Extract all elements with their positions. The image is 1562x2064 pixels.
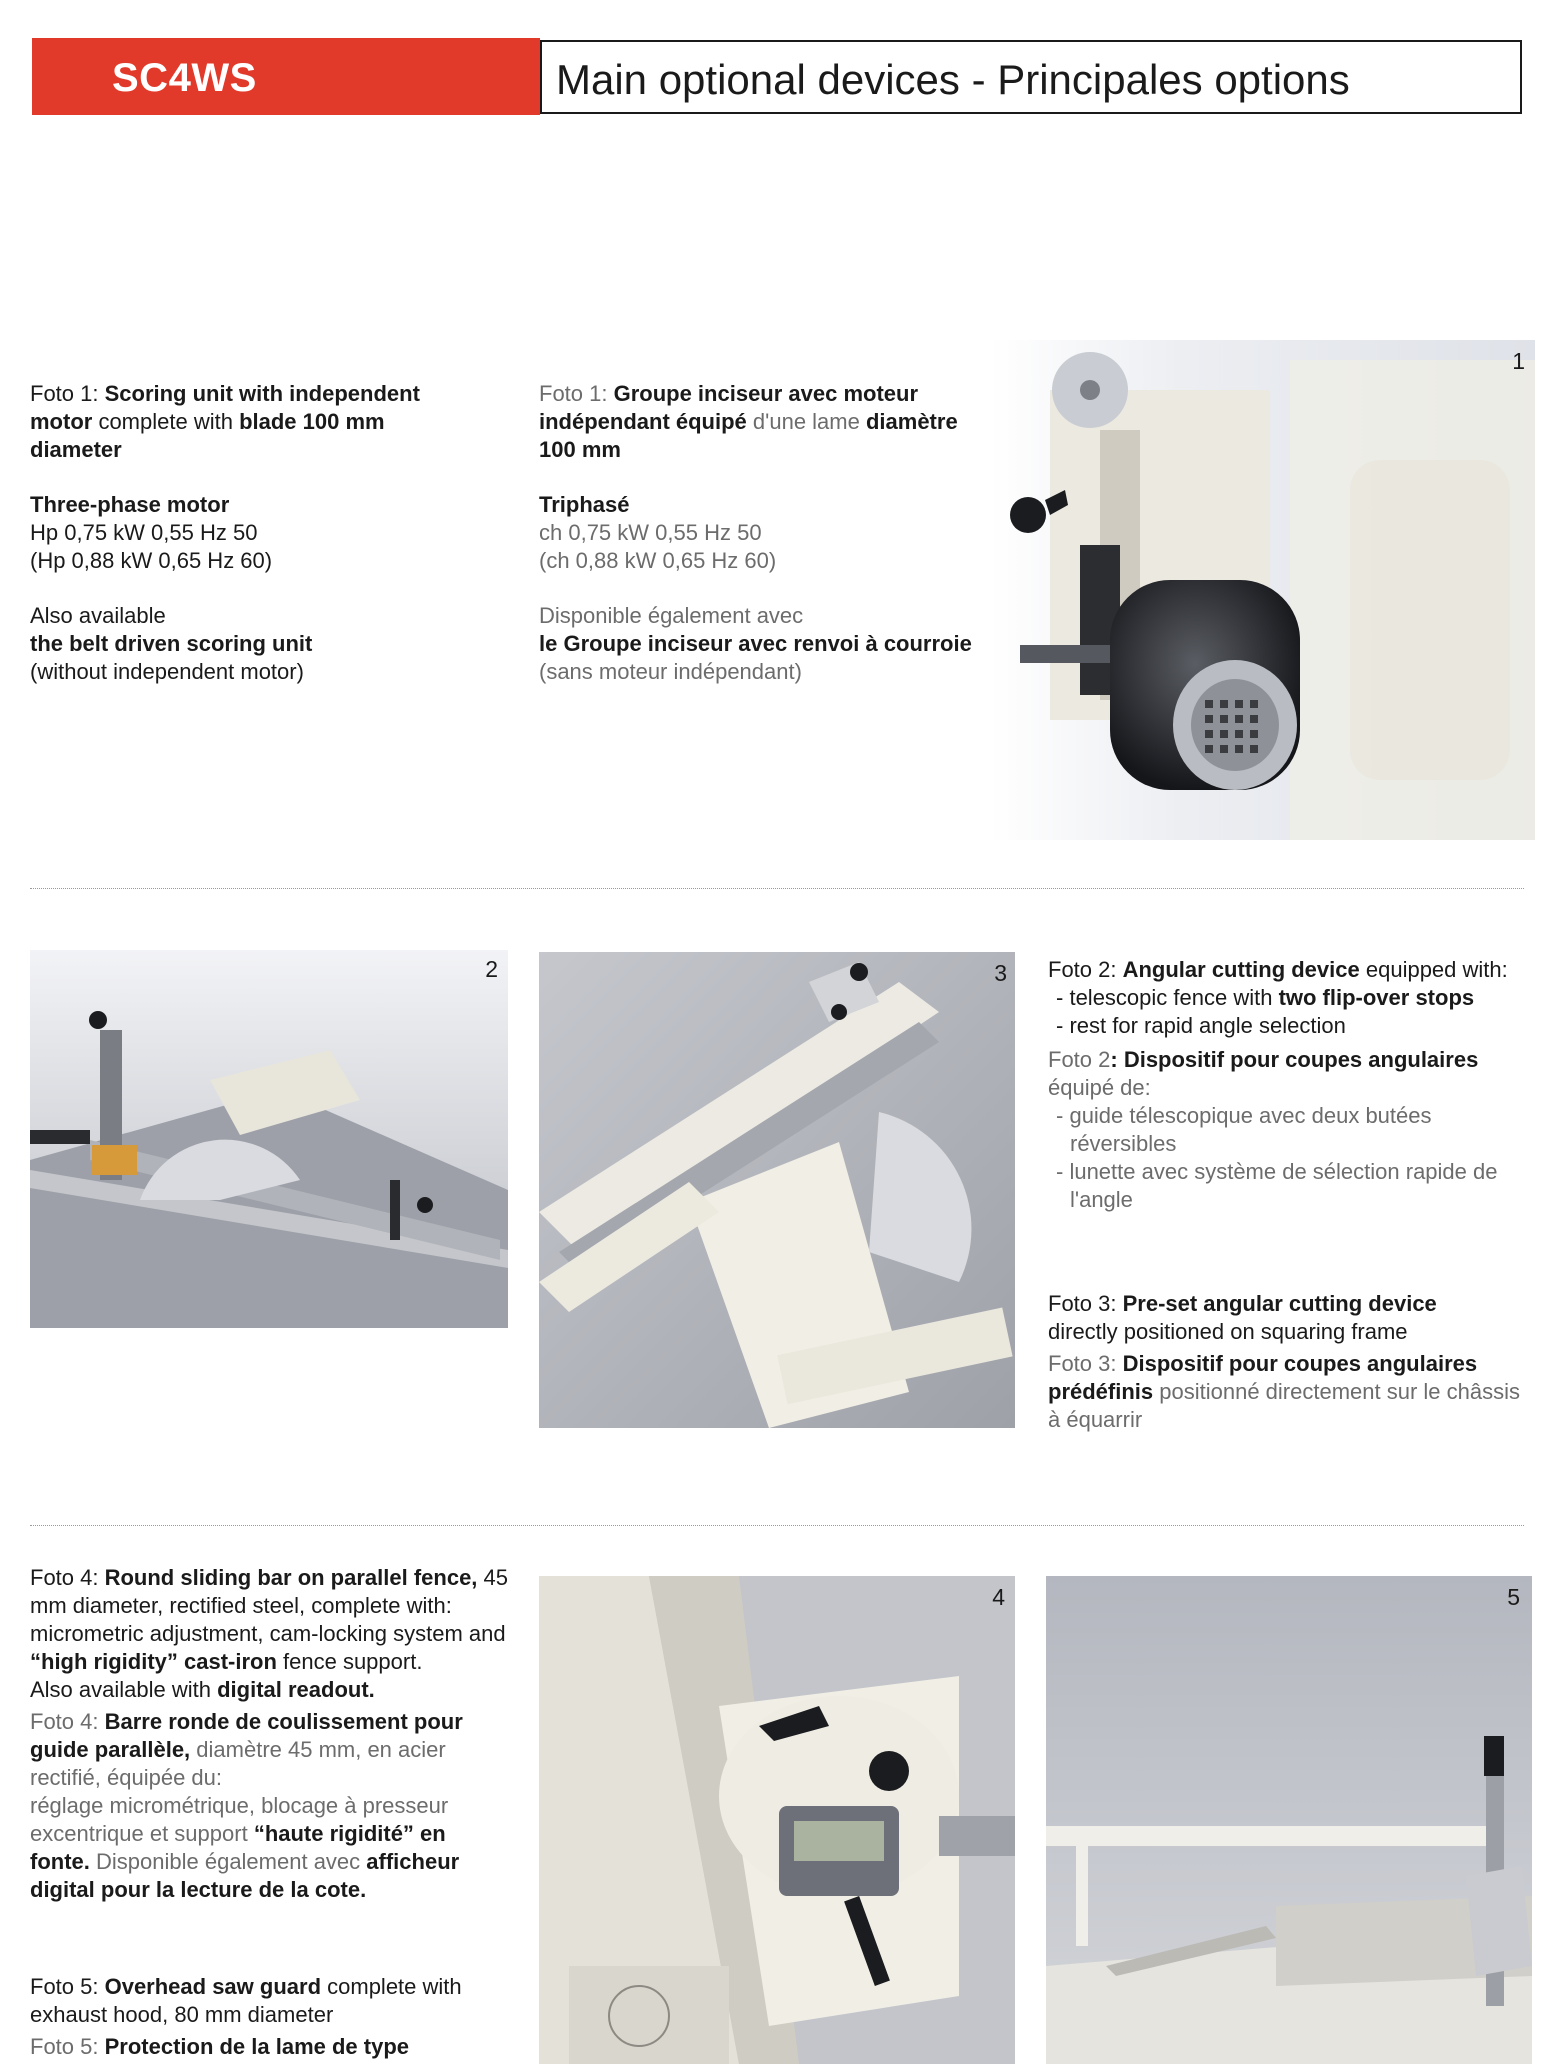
overhead-saw-guard-photo [1046,1576,1532,2064]
scoring-unit-motor-photo [990,340,1535,840]
model-name: SC4WS [112,56,257,100]
photo-number-3: 3 [994,960,1007,986]
section-divider [30,1525,1524,1526]
photo-number-2: 2 [485,956,498,982]
foto1-french-text: Foto 1: Groupe inciseur avec moteur indépendant équipé d'une lame diamètre 100 mm Triphasé ch 0,75 kW 0,55 Hz 50 (ch 0,88 kW 0,65 Hz 60) Disponible également avec le Groupe inciseur avec renvoi à courroie (sans moteur indépendant) [539,381,972,684]
foto1-english-text: Foto 1: Scoring unit with independent motor complete with blade 100 mm diameter Three-phase motor Hp 0,75 kW 0,55 Hz 50 (Hp 0,88 kW 0,65 Hz 60) Also available the belt driven scoring unit (without independent motor) [30,381,420,684]
foto5-text: Foto 5: Overhead saw guard complete with exhaust hood, 80 mm diameter Foto 5: Protection de la lame de type [30,1974,462,2059]
motor-title: Three-phase motor [30,492,230,517]
photo-number-5: 5 [1507,1584,1520,1610]
angular-cutting-device-photo [30,950,508,1328]
page-title: Main optional devices - Principales options [556,56,1350,103]
foto3-text: Foto 3: Pre-set angular cutting device directly positioned on squaring frame Foto 3: Dispositif pour coupes angulaires prédéfinis positionné directement sur le châssis à équarrir [1048,1291,1520,1432]
preset-angular-device-photo [539,952,1015,1428]
foto4-text: Foto 4: Round sliding bar on parallel fence, 45 mm diameter, rectified steel, complete with: micrometric adjustment, cam-locking system and “high rigidity” cast-iron fence support. Also available with digital readout. Foto 4: Barre ronde de coulissement pour guide parallèle, diamètre 45 mm, en acier rectifié, équipée du: réglage micrométrique, blocage à presseur excentrique et support “haute rigidité” en fonte. Disponible également avec afficheur digital pour la lecture de la cote. [30,1565,509,1902]
photo-number-1: 1 [1512,348,1525,374]
foto2-text: Foto 2: Angular cutting device equipped with: - telescopic fence with two flip-over stops - rest for rapid angle selection Foto 2: Dispositif pour coupes angulaires équipé de: - guide télescopique avec deux butées réversibles - lunette avec système de sélection rapide de l'angle [1048,956,1530,1214]
photo-number-4: 4 [992,1584,1005,1610]
round-sliding-bar-photo [539,1576,1015,2064]
header-red-band [32,38,540,115]
section-divider [30,888,1524,889]
